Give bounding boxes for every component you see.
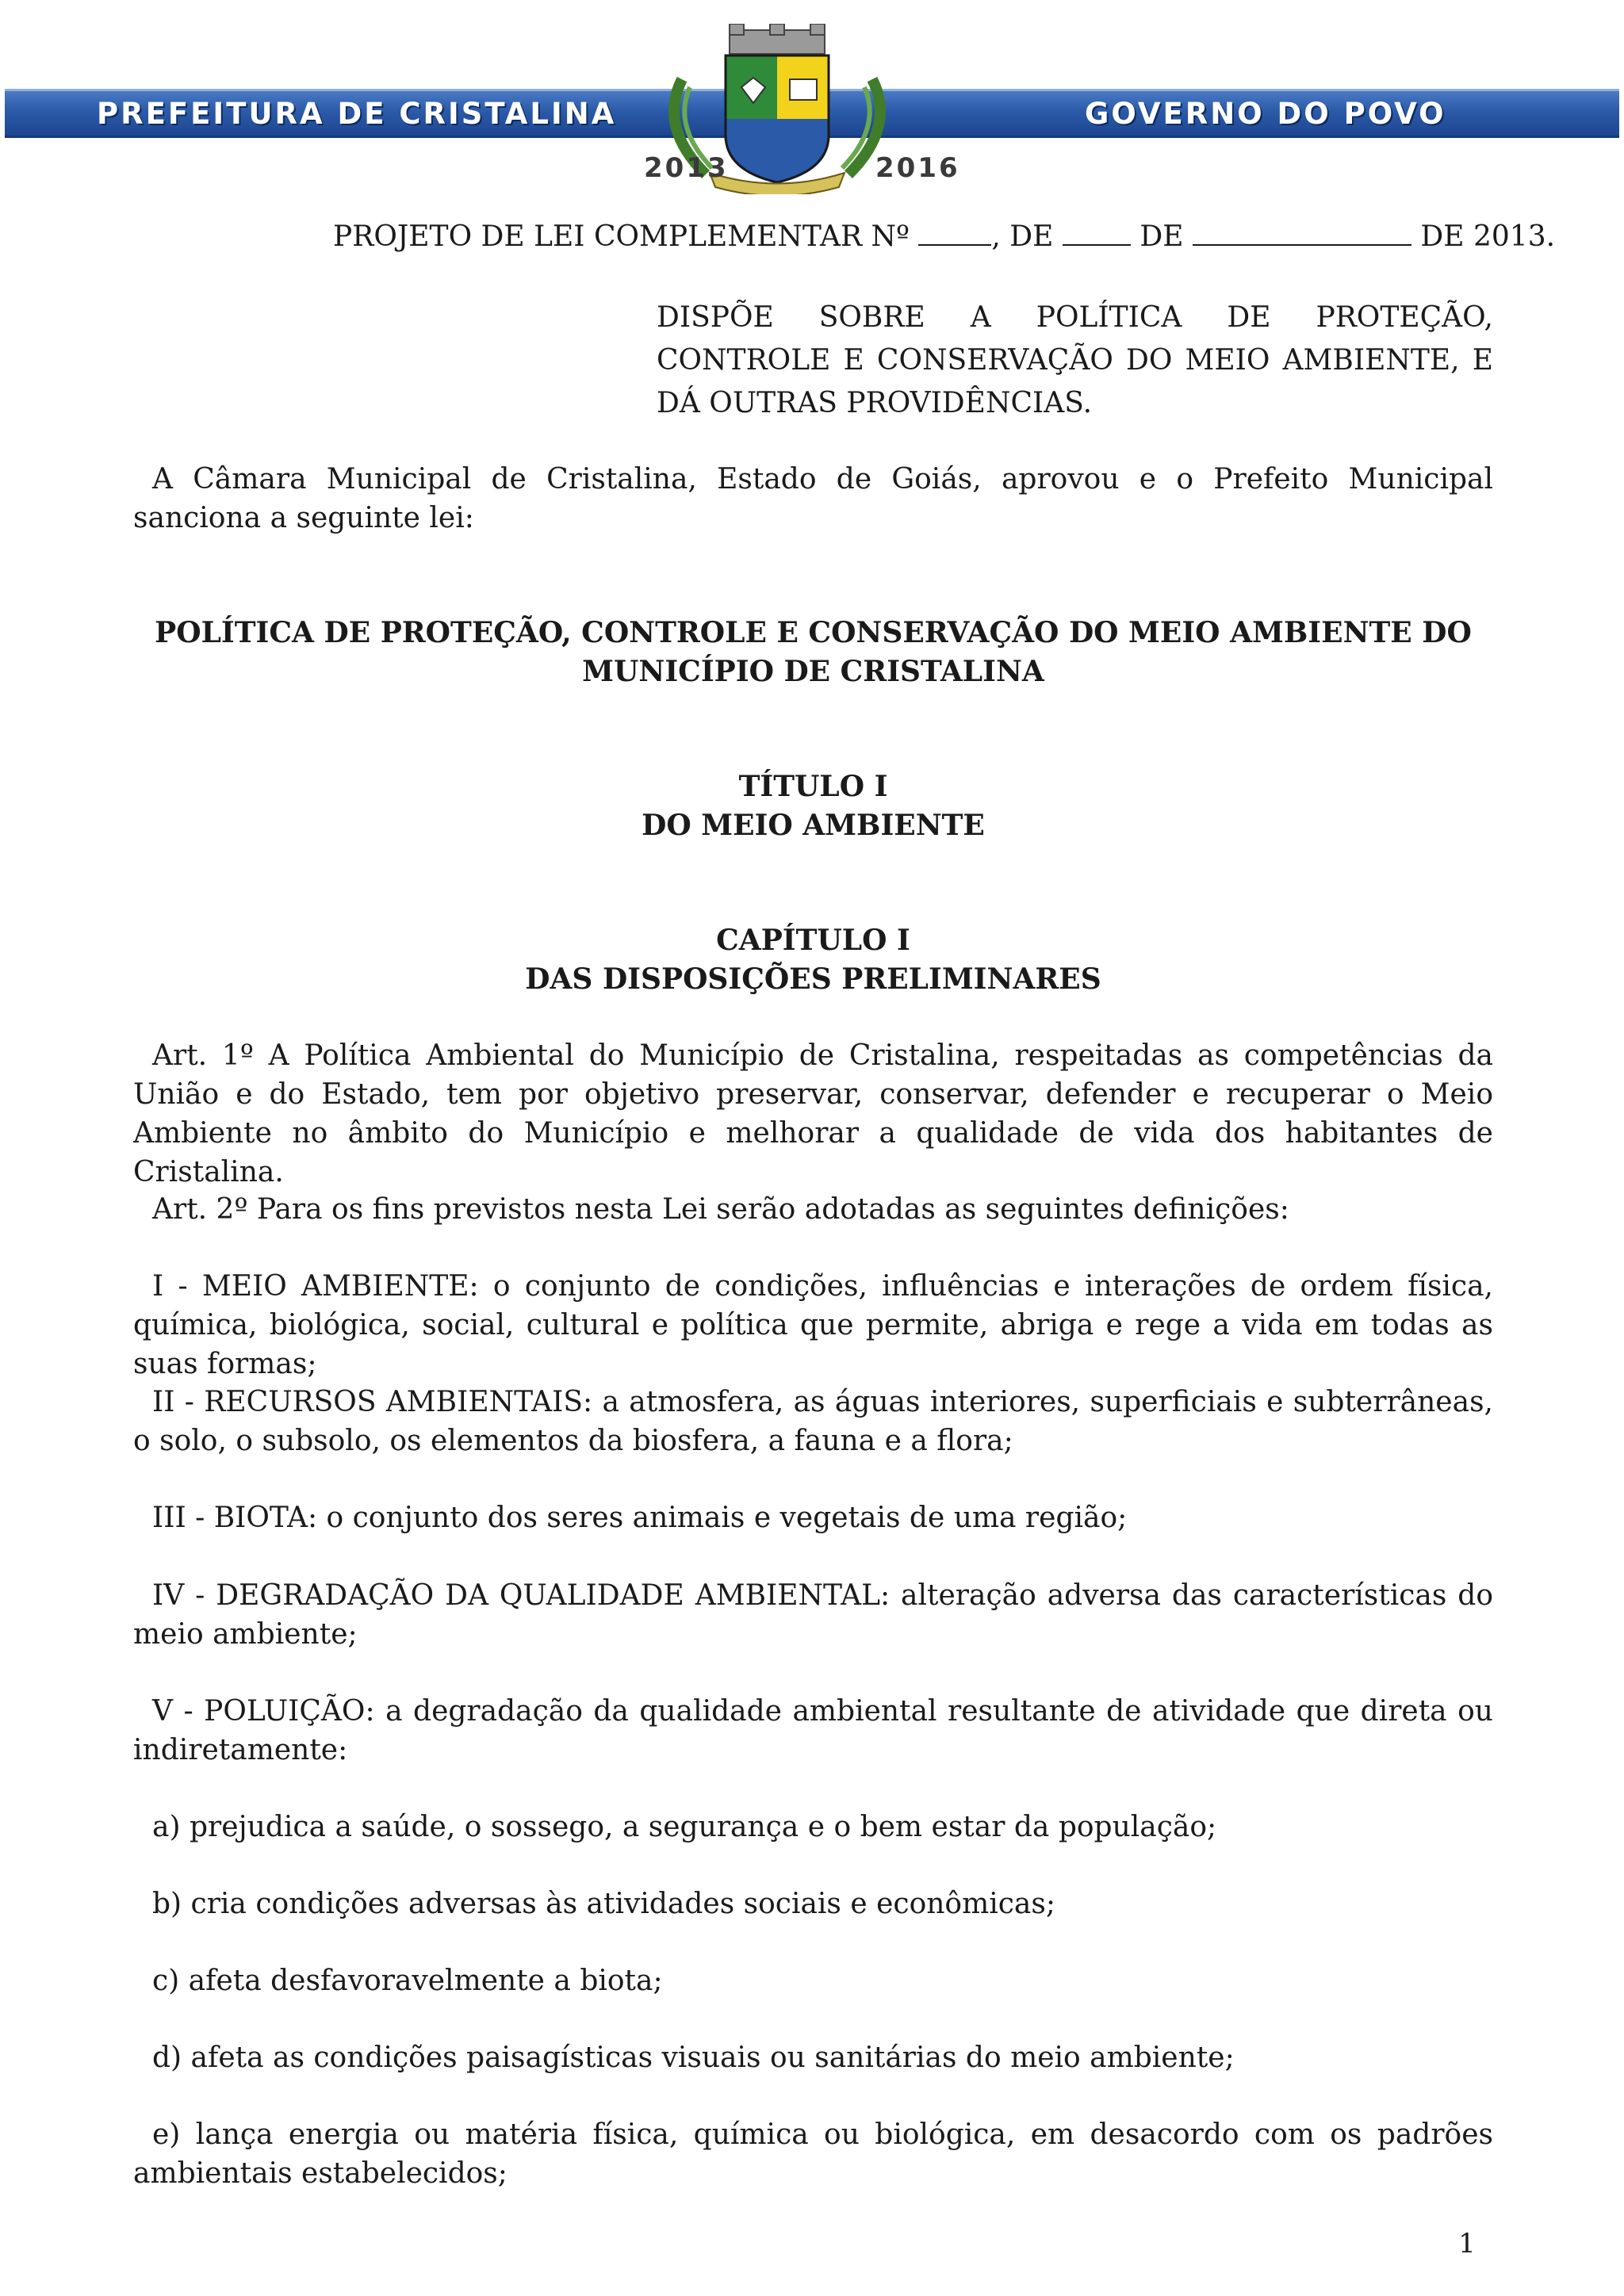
item-b: b) cria condições adversas às atividades sociais e econômicas; <box>152 1888 1055 1920</box>
policy-title-line2: MUNICÍPIO DE CRISTALINA <box>582 655 1044 688</box>
item-c: c) afeta desfavoravelmente a biota; <box>152 1965 663 1997</box>
capitulo-number: CAPÍTULO I <box>716 924 910 957</box>
header-year-end: 2016 <box>875 152 960 184</box>
bill-day-blank <box>1063 220 1131 246</box>
definition-v: V - POLUIÇÃO: a degradação da qualidade ambiental resultante de atividade que direta ou indiretamente: <box>133 1695 1493 1766</box>
letterhead <box>0 0 1624 198</box>
preamble: A Câmara Municipal de Cristalina, Estado de Goiás, aprovou e o Prefeito Municipal sanciona a seguinte lei: <box>133 463 1493 534</box>
article-1: Art. 1º A Política Ambiental do Município de Cristalina, respeitadas as competências da União e do Estado, tem por objetivo preservar, conservar, defender e recuperar o Meio Ambiente no âmbito do Município e melhorar a qualidade de vida dos habitantes de Cristalina. <box>133 1039 1493 1188</box>
capitulo-name: DAS DISPOSIÇÕES PRELIMINARES <box>525 962 1101 996</box>
bill-title-line <box>333 217 1556 256</box>
titulo-heading <box>133 767 1493 845</box>
policy-title <box>133 614 1493 691</box>
header-year-start: 2013 <box>644 152 729 184</box>
titulo-name: DO MEIO AMBIENTE <box>642 809 985 842</box>
bill-number-blank <box>918 220 991 246</box>
article-2: Art. 2º Para os fins previstos nesta Lei serão adotadas as seguintes definições: <box>152 1193 1289 1226</box>
bill-title-part1: PROJETO DE LEI COMPLEMENTAR Nº <box>333 220 910 253</box>
titulo-number: TÍTULO I <box>738 770 888 803</box>
bill-month-blank <box>1193 220 1411 246</box>
definition-iii: III - BIOTA: o conjunto dos seres animais e vegetais de uma região; <box>152 1502 1128 1534</box>
bill-title-part3: DE <box>1139 220 1184 253</box>
definition-ii: II - RECURSOS AMBIENTAIS: a atmosfera, as águas interiores, superficiais e subterrâneas, o solo, o subsolo, os elementos da biosfera, a fauna e a flora; <box>133 1386 1493 1457</box>
ementa: DISPÕE SOBRE A POLÍTICA DE PROTEÇÃO, CONTROLE E CONSERVAÇÃO DO MEIO AMBIENTE, E DÁ OUTRAS PROVIDÊNCIAS. <box>657 301 1493 419</box>
item-a: a) prejudica a saúde, o sossego, a segurança e o bem estar da população; <box>152 1811 1217 1843</box>
policy-title-line1: POLÍTICA DE PROTEÇÃO, CONTROLE E CONSERVAÇÃO DO MEIO AMBIENTE DO <box>155 616 1472 649</box>
bill-title-part2: , DE <box>991 220 1054 253</box>
capitulo-heading <box>133 921 1493 999</box>
item-d: d) afeta as condições paisagísticas visuais ou sanitárias do meio ambiente; <box>152 2042 1235 2074</box>
item-e: e) lança energia ou matéria física, química ou biológica, em desacordo com os padrões ambientais estabelecidos; <box>133 2118 1493 2190</box>
definition-iv: IV - DEGRADAÇÃO DA QUALIDADE AMBIENTAL: alteração adversa das características do meio ambiente; <box>133 1579 1493 1651</box>
header-left-text: PREFEITURA DE CRISTALINA <box>97 97 617 131</box>
header-right-text: GOVERNO DO POVO <box>1085 97 1446 131</box>
definition-i: I - MEIO AMBIENTE: o conjunto de condições, influências e interações de ordem física, química, biológica, social, cultural e política que permite, abriga e rege a vida em todas as suas formas; <box>133 1270 1493 1380</box>
bill-title-part4: DE 2013. <box>1420 220 1556 253</box>
page-number: 1 <box>1458 2228 1476 2260</box>
